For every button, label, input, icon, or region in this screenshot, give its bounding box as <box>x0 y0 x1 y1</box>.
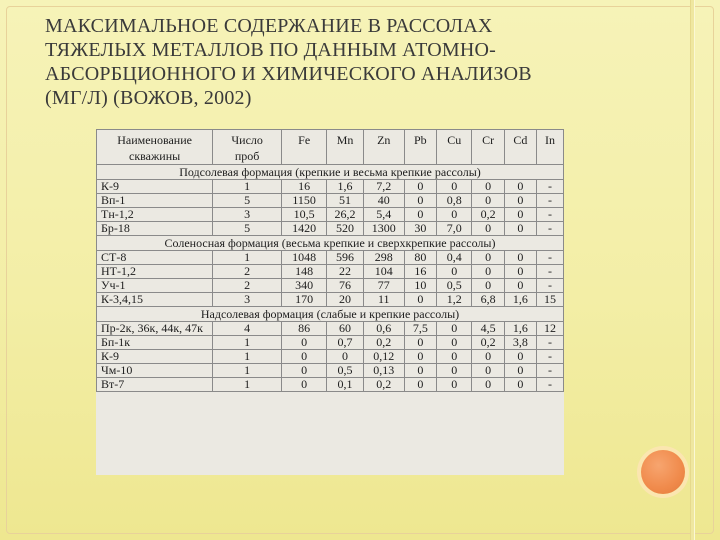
cell-pb: 0 <box>404 208 436 222</box>
cell-cd: 0 <box>504 180 536 194</box>
cell-cr: 0 <box>472 251 504 265</box>
decorative-orange-circle <box>641 450 685 494</box>
cell-cu: 0 <box>436 208 472 222</box>
table-row <box>97 194 564 208</box>
cell-zn: 5,4 <box>363 208 404 222</box>
cell-cr: 0 <box>472 265 504 279</box>
cell-sample-count: 2 <box>213 279 282 293</box>
cell-zn: 0,13 <box>363 364 404 378</box>
cell-in: - <box>537 222 564 236</box>
cell-in: - <box>537 251 564 265</box>
cell-mn: 596 <box>327 251 364 265</box>
cell-cu: 0 <box>436 322 472 336</box>
cell-well-name: Тн-1,2 <box>97 208 213 222</box>
table-row <box>97 364 564 378</box>
cell-zn: 7,2 <box>363 180 404 194</box>
cell-cd: 0 <box>504 279 536 293</box>
cell-in: 15 <box>537 293 564 307</box>
cell-zn: 0,12 <box>363 350 404 364</box>
cell-cd: 1,6 <box>504 322 536 336</box>
header-pb: Pb <box>404 130 436 165</box>
cell-mn: 0,7 <box>327 336 364 350</box>
cell-zn: 1300 <box>363 222 404 236</box>
cell-well-name: К-9 <box>97 180 213 194</box>
cell-mn: 0,5 <box>327 364 364 378</box>
cell-mn: 0 <box>327 350 364 364</box>
cell-fe: 340 <box>282 279 327 293</box>
cell-cu: 0,4 <box>436 251 472 265</box>
cell-cd: 0 <box>504 222 536 236</box>
cell-in: - <box>537 350 564 364</box>
cell-pb: 0 <box>404 336 436 350</box>
cell-in: - <box>537 208 564 222</box>
cell-well-name: НТ-1,2 <box>97 265 213 279</box>
cell-zn: 0,2 <box>363 378 404 392</box>
cell-sample-count: 3 <box>213 208 282 222</box>
header-cu: Cu <box>436 130 472 165</box>
table-row <box>97 336 564 350</box>
cell-sample-count: 1 <box>213 180 282 194</box>
cell-mn: 1,6 <box>327 180 364 194</box>
cell-mn: 76 <box>327 279 364 293</box>
table-row <box>97 378 564 392</box>
cell-cu: 0 <box>436 336 472 350</box>
table-row <box>97 208 564 222</box>
decorative-vertical-rule <box>690 0 695 540</box>
table-body <box>97 165 564 392</box>
cell-mn: 51 <box>327 194 364 208</box>
cell-cd: 0 <box>504 378 536 392</box>
cell-well-name: К-9 <box>97 350 213 364</box>
cell-cu: 0,8 <box>436 194 472 208</box>
cell-fe: 0 <box>282 350 327 364</box>
cell-cd: 0 <box>504 208 536 222</box>
cell-well-name: К-3,4,15 <box>97 293 213 307</box>
section-header-row <box>97 307 564 322</box>
table-header-row <box>97 130 564 165</box>
cell-pb: 10 <box>404 279 436 293</box>
cell-cr: 0 <box>472 180 504 194</box>
cell-well-name: Бп-1к <box>97 336 213 350</box>
cell-in: - <box>537 265 564 279</box>
cell-cu: 0,5 <box>436 279 472 293</box>
cell-mn: 26,2 <box>327 208 364 222</box>
cell-well-name: Бр-18 <box>97 222 213 236</box>
slide-title <box>45 14 645 110</box>
cell-cd: 0 <box>504 194 536 208</box>
cell-zn: 40 <box>363 194 404 208</box>
cell-sample-count: 1 <box>213 350 282 364</box>
cell-fe: 1048 <box>282 251 327 265</box>
table-row <box>97 279 564 293</box>
table-row <box>97 350 564 364</box>
title-line: МАКСИМАЛЬНОЕ СОДЕРЖАНИЕ В РАССОЛАХ <box>45 15 493 37</box>
cell-cu: 0 <box>436 180 472 194</box>
header-text: скважины <box>129 149 181 163</box>
cell-sample-count: 1 <box>213 336 282 350</box>
cell-zn: 11 <box>363 293 404 307</box>
cell-cu: 0 <box>436 364 472 378</box>
header-cr: Cr <box>472 130 504 165</box>
table-row <box>97 322 564 336</box>
cell-cr: 0,2 <box>472 336 504 350</box>
cell-cu: 0 <box>436 378 472 392</box>
cell-mn: 0,1 <box>327 378 364 392</box>
cell-cr: 0 <box>472 222 504 236</box>
cell-zn: 77 <box>363 279 404 293</box>
cell-well-name: Вп-1 <box>97 194 213 208</box>
cell-fe: 0 <box>282 364 327 378</box>
header-text: Наименование <box>117 133 192 147</box>
cell-pb: 80 <box>404 251 436 265</box>
cell-in: - <box>537 364 564 378</box>
cell-pb: 7,5 <box>404 322 436 336</box>
section-title: Надсолевая формация (слабые и крепкие рассолы) <box>97 307 564 322</box>
cell-mn: 60 <box>327 322 364 336</box>
cell-in: - <box>537 336 564 350</box>
section-header-row <box>97 236 564 251</box>
section-title: Соленосная формация (весьма крепкие и сверхкрепкие рассолы) <box>97 236 564 251</box>
metals-table-image <box>96 129 564 475</box>
cell-pb: 0 <box>404 293 436 307</box>
cell-sample-count: 1 <box>213 251 282 265</box>
cell-zn: 0,6 <box>363 322 404 336</box>
table-row <box>97 265 564 279</box>
header-text: проб <box>234 149 260 163</box>
header-text: Число <box>231 133 263 147</box>
cell-cr: 0 <box>472 350 504 364</box>
cell-well-name: СТ-8 <box>97 251 213 265</box>
header-fe: Fe <box>282 130 327 165</box>
cell-fe: 170 <box>282 293 327 307</box>
cell-cu: 0 <box>436 265 472 279</box>
cell-cd: 0 <box>504 251 536 265</box>
cell-zn: 298 <box>363 251 404 265</box>
cell-cu: 1,2 <box>436 293 472 307</box>
cell-fe: 86 <box>282 322 327 336</box>
cell-well-name: Вт-7 <box>97 378 213 392</box>
header-mn: Mn <box>327 130 364 165</box>
cell-cd: 1,6 <box>504 293 536 307</box>
cell-fe: 0 <box>282 378 327 392</box>
header-sample-count <box>213 130 282 165</box>
cell-pb: 30 <box>404 222 436 236</box>
section-header-row <box>97 165 564 180</box>
cell-fe: 1150 <box>282 194 327 208</box>
cell-in: - <box>537 180 564 194</box>
cell-sample-count: 2 <box>213 265 282 279</box>
title-line: (МГ/Л) (ВОЖОВ, 2002) <box>45 87 252 109</box>
cell-pb: 0 <box>404 378 436 392</box>
cell-in: - <box>537 378 564 392</box>
cell-well-name: Чм-10 <box>97 364 213 378</box>
section-title: Подсолевая формация (крепкие и весьма крепкие рассолы) <box>97 165 564 180</box>
cell-fe: 148 <box>282 265 327 279</box>
cell-cr: 0,2 <box>472 208 504 222</box>
cell-pb: 0 <box>404 364 436 378</box>
table-row <box>97 293 564 307</box>
metals-table <box>96 129 564 392</box>
cell-well-name: Пр-2к, 36к, 44к, 47к <box>97 322 213 336</box>
cell-sample-count: 3 <box>213 293 282 307</box>
cell-well-name: Уч-1 <box>97 279 213 293</box>
cell-sample-count: 5 <box>213 222 282 236</box>
cell-mn: 22 <box>327 265 364 279</box>
cell-cr: 0 <box>472 364 504 378</box>
cell-in: 12 <box>537 322 564 336</box>
cell-cd: 0 <box>504 364 536 378</box>
cell-pb: 0 <box>404 180 436 194</box>
cell-fe: 0 <box>282 336 327 350</box>
table-row <box>97 251 564 265</box>
cell-zn: 104 <box>363 265 404 279</box>
cell-sample-count: 1 <box>213 364 282 378</box>
cell-cd: 0 <box>504 350 536 364</box>
cell-sample-count: 1 <box>213 378 282 392</box>
table-row <box>97 222 564 236</box>
cell-sample-count: 4 <box>213 322 282 336</box>
cell-in: - <box>537 279 564 293</box>
cell-fe: 16 <box>282 180 327 194</box>
cell-cd: 3,8 <box>504 336 536 350</box>
cell-sample-count: 5 <box>213 194 282 208</box>
cell-mn: 20 <box>327 293 364 307</box>
cell-cr: 0 <box>472 194 504 208</box>
cell-cr: 0 <box>472 279 504 293</box>
cell-cr: 4,5 <box>472 322 504 336</box>
title-line: АБСОРБЦИОННОГО И ХИМИЧЕСКОГО АНАЛИЗОВ <box>45 63 532 85</box>
cell-mn: 520 <box>327 222 364 236</box>
cell-cd: 0 <box>504 265 536 279</box>
header-cd: Cd <box>504 130 536 165</box>
cell-zn: 0,2 <box>363 336 404 350</box>
cell-pb: 16 <box>404 265 436 279</box>
cell-in: - <box>537 194 564 208</box>
cell-cu: 7,0 <box>436 222 472 236</box>
cell-pb: 0 <box>404 350 436 364</box>
title-line: ТЯЖЕЛЫХ МЕТАЛЛОВ ПО ДАННЫМ АТОМНО- <box>45 39 496 61</box>
table-row <box>97 180 564 194</box>
cell-fe: 1420 <box>282 222 327 236</box>
header-zn: Zn <box>363 130 404 165</box>
header-well-name <box>97 130 213 165</box>
cell-fe: 10,5 <box>282 208 327 222</box>
header-in: In <box>537 130 564 165</box>
cell-cr: 6,8 <box>472 293 504 307</box>
cell-cr: 0 <box>472 378 504 392</box>
cell-pb: 0 <box>404 194 436 208</box>
cell-cu: 0 <box>436 350 472 364</box>
